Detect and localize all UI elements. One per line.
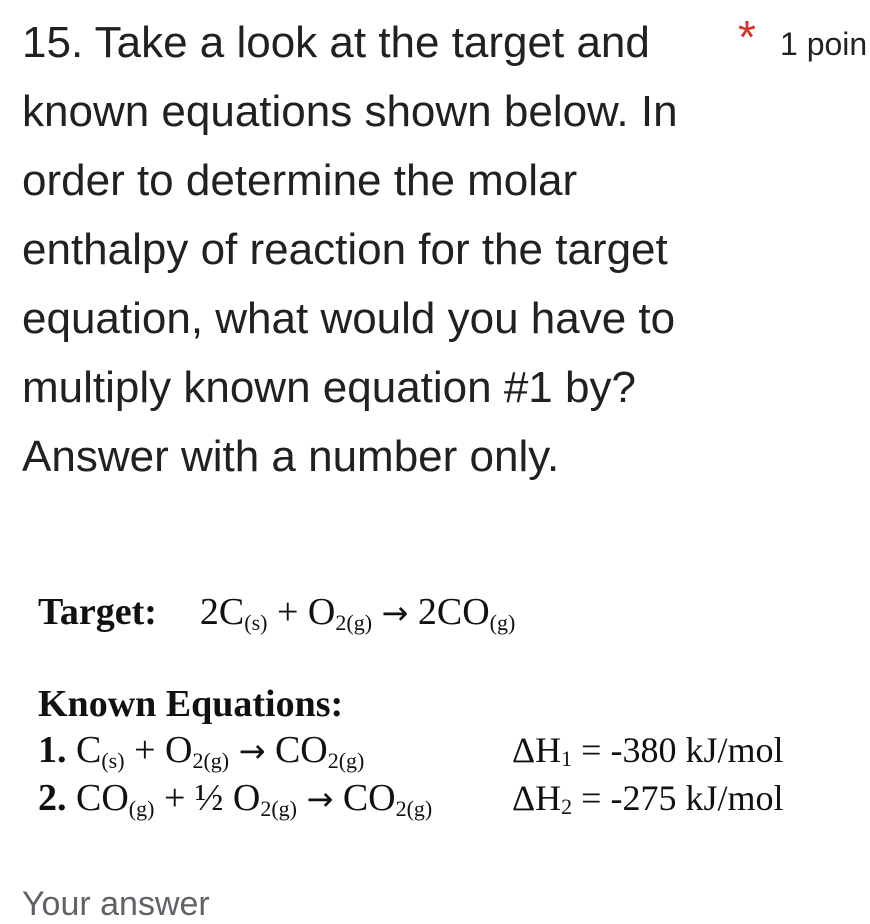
question-line: Answer with a number only. bbox=[22, 432, 560, 481]
target-equation bbox=[38, 590, 515, 645]
equation-number: 1. bbox=[38, 729, 67, 771]
equations-image bbox=[0, 560, 870, 860]
target-reactant-o2: O bbox=[307, 591, 336, 633]
known-equations-title: Known Equations: bbox=[38, 683, 344, 725]
question-line: order to determine the molar bbox=[22, 156, 578, 205]
target-product-co: 2CO bbox=[417, 591, 490, 633]
delta-h: ΔH bbox=[512, 730, 562, 770]
state: 2(g) bbox=[335, 610, 373, 635]
arrow-icon: → bbox=[238, 732, 266, 770]
question-line: known equations shown below. In bbox=[22, 87, 678, 136]
points-label: 1 poin bbox=[780, 26, 868, 62]
target-label: Target: bbox=[38, 591, 157, 633]
subscript: 2 bbox=[561, 794, 573, 819]
reactant: CO bbox=[76, 777, 129, 819]
enthalpy-2 bbox=[512, 776, 783, 829]
subscript: 1 bbox=[561, 746, 573, 771]
state: (s) bbox=[244, 610, 268, 635]
question-line: multiply known equation #1 by? bbox=[22, 363, 636, 412]
target-reactant-c: 2C bbox=[199, 591, 245, 633]
arrow-icon: → bbox=[381, 594, 409, 632]
state: (s) bbox=[101, 748, 125, 773]
product: CO bbox=[342, 777, 396, 819]
enthalpy-value: = -275 kJ/mol bbox=[572, 778, 784, 818]
delta-h: ΔH bbox=[512, 778, 562, 818]
state: (g) bbox=[489, 610, 516, 635]
product: CO bbox=[274, 729, 328, 771]
known-equation-2 bbox=[38, 776, 432, 831]
reactant: O bbox=[232, 777, 261, 819]
plus-sign: + bbox=[163, 777, 186, 819]
arrow-icon: → bbox=[306, 780, 334, 818]
state: 2(g) bbox=[395, 796, 433, 821]
required-asterisk: * bbox=[738, 11, 756, 63]
answer-input-placeholder[interactable]: Your answer bbox=[22, 885, 210, 923]
state: 2(g) bbox=[260, 796, 297, 821]
state: 2(g) bbox=[327, 748, 365, 773]
equation-number: 2. bbox=[38, 777, 67, 819]
state: 2(g) bbox=[192, 748, 230, 773]
enthalpy-value: = -380 kJ/mol bbox=[572, 730, 784, 770]
state: (g) bbox=[128, 796, 155, 821]
reactant: C bbox=[76, 729, 102, 771]
question-text bbox=[22, 8, 712, 491]
question-line: enthalpy of reaction for the target bbox=[22, 225, 668, 274]
question-line: 15. Take a look at the target and bbox=[22, 18, 650, 67]
known-equation-1 bbox=[38, 728, 364, 783]
coefficient: ½ bbox=[194, 777, 224, 819]
enthalpy-1 bbox=[512, 728, 783, 781]
question-line: equation, what would you have to bbox=[22, 294, 676, 343]
plus-sign: + bbox=[276, 591, 299, 633]
reactant: O bbox=[165, 729, 193, 771]
plus-sign: + bbox=[134, 729, 156, 771]
